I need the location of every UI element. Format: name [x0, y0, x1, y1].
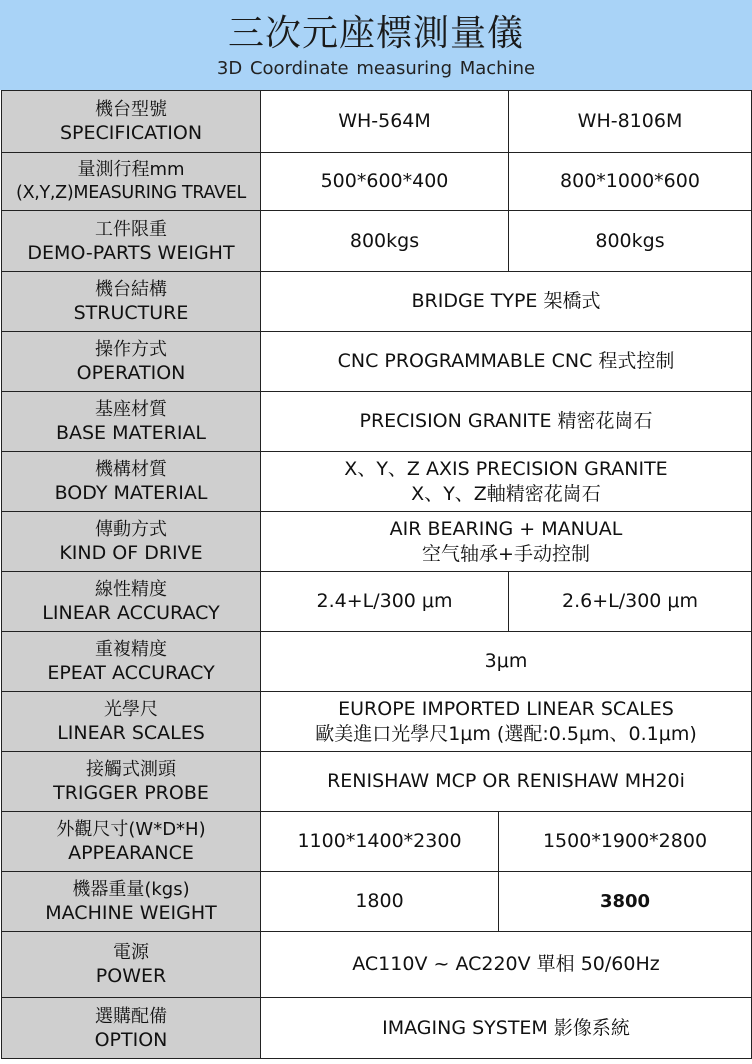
- value-line-1: EUROPE IMPORTED LINEAR SCALES: [338, 697, 674, 720]
- value-shared: IMAGING SYSTEM 影像系統: [261, 998, 752, 1059]
- value-line-1: AIR BEARING + MANUAL: [389, 517, 623, 540]
- row-label-kind-of-drive: [2, 512, 261, 572]
- label-cn: 接觸式測頭: [86, 759, 176, 780]
- value-line-2: 歐美進口光學尺1μm (選配:0.5μm、0.1μm): [315, 722, 697, 745]
- spec-row-power: [2, 932, 752, 998]
- label-cn: 機台型號: [95, 99, 167, 120]
- page-subtitle: 3D Coordinate measuring Machine: [216, 58, 536, 79]
- label-en: DEMO-PARTS WEIGHT: [27, 241, 235, 264]
- value-line-2: 空气轴承+手动控制: [422, 542, 590, 565]
- page-header: [0, 0, 752, 90]
- label-en: LINEAR SCALES: [57, 722, 205, 744]
- row-label-trigger-probe: [2, 752, 261, 812]
- spec-row-operation: [2, 332, 752, 392]
- value-wh8106m: 800*1000*600: [509, 153, 752, 211]
- row-label-operation: [2, 332, 261, 392]
- label-en: OPTION: [94, 1028, 168, 1051]
- label-en: LINEAR ACCURACY: [42, 602, 220, 624]
- row-label-measuring-travel: [2, 153, 261, 211]
- label-cn: 外觀尺寸(W*D*H): [56, 819, 206, 840]
- value-shared: BRIDGE TYPE 架橋式: [261, 272, 752, 332]
- label-cn: 選購配備: [95, 1005, 167, 1027]
- row-label-parts-weight: [2, 211, 261, 272]
- value-wh564m: 1100*1400*2300: [261, 812, 499, 872]
- label-en: (X,Y,Z)MEASURING TRAVEL: [16, 183, 246, 203]
- label-cn: 機構材質: [95, 459, 167, 480]
- label-en: APPEARANCE: [68, 842, 194, 864]
- label-cn: 線性精度: [95, 579, 167, 600]
- spec-row-linear-accuracy: [2, 572, 752, 632]
- value-line-2: X、Y、Z軸精密花崗石: [411, 482, 601, 505]
- label-en: POWER: [95, 965, 167, 987]
- value-wh8106m: 3800: [499, 872, 752, 932]
- value-shared: [261, 692, 752, 752]
- value-wh564m: WH-564M: [261, 91, 509, 153]
- value-shared: CNC PROGRAMMABLE CNC 程式控制: [261, 332, 752, 392]
- label-en: BASE MATERIAL: [55, 422, 207, 444]
- label-cn: 重複精度: [95, 639, 167, 660]
- spec-table: [1, 90, 752, 1059]
- spec-row-body-material: [2, 452, 752, 512]
- spec-row-machine-weight: [2, 872, 752, 932]
- row-label-repeat-accuracy: [2, 632, 261, 692]
- value-line-1: X、Y、Z AXIS PRECISION GRANITE: [344, 457, 668, 480]
- label-en: BODY MATERIAL: [54, 482, 208, 504]
- row-label-linear-scales: [2, 692, 261, 752]
- value-shared: RENISHAW MCP OR RENISHAW MH20i: [261, 752, 752, 812]
- value-wh564m: 800kgs: [261, 211, 509, 272]
- page-title: 三次元座標測量儀: [227, 13, 524, 54]
- label-cn: 基座材質: [95, 399, 167, 420]
- value-wh564m: 500*600*400: [261, 153, 509, 211]
- value-wh8106m: WH-8106M: [509, 91, 752, 153]
- row-label-specification: [2, 91, 261, 153]
- value-shared: PRECISION GRANITE 精密花崗石: [261, 392, 752, 452]
- label-en: MACHINE WEIGHT: [45, 902, 217, 924]
- value-shared: [261, 452, 752, 512]
- value-shared: [261, 512, 752, 572]
- row-label-structure: [2, 272, 261, 332]
- row-label-machine-weight: [2, 872, 261, 932]
- spec-row-kind-of-drive: [2, 512, 752, 572]
- label-cn: 傳動方式: [95, 519, 167, 540]
- row-label-base-material: [2, 392, 261, 452]
- label-cn: 光學尺: [104, 699, 158, 720]
- row-label-body-material: [2, 452, 261, 512]
- spec-row-parts-weight: [2, 211, 752, 272]
- value-wh564m: 2.4+L/300 μm: [261, 572, 509, 632]
- row-label-option: [2, 998, 261, 1059]
- label-en: OPERATION: [76, 362, 186, 384]
- label-en: EPEAT ACCURACY: [47, 662, 215, 684]
- label-cn: 操作方式: [95, 339, 167, 360]
- label-cn: 機台結構: [95, 279, 167, 300]
- label-cn: 工件限重: [95, 218, 167, 240]
- spec-row-appearance: [2, 812, 752, 872]
- row-label-linear-accuracy: [2, 572, 261, 632]
- label-cn: 機器重量(kgs): [72, 879, 190, 900]
- spec-row-repeat-accuracy: [2, 632, 752, 692]
- label-en: TRIGGER PROBE: [53, 782, 209, 804]
- spec-row-trigger-probe: [2, 752, 752, 812]
- label-en: SPECIFICATION: [59, 122, 203, 144]
- spec-row-option: [2, 998, 752, 1059]
- value-wh8106m: 800kgs: [509, 211, 752, 272]
- value-shared: AC110V ~ AC220V 單相 50/60Hz: [261, 932, 752, 998]
- value-wh8106m: 2.6+L/300 μm: [509, 572, 752, 632]
- spec-row-measuring-travel: [2, 153, 752, 211]
- value-shared: 3μm: [261, 632, 752, 692]
- spec-row-base-material: [2, 392, 752, 452]
- row-label-appearance: [2, 812, 261, 872]
- label-cn: 電源: [113, 942, 149, 963]
- spec-row-specification: [2, 91, 752, 153]
- label-en: KIND OF DRIVE: [59, 542, 203, 564]
- label-en: STRUCTURE: [73, 302, 189, 324]
- row-label-power: [2, 932, 261, 998]
- spec-row-linear-scales: [2, 692, 752, 752]
- value-wh8106m: 1500*1900*2800: [499, 812, 752, 872]
- label-cn: 量測行程mm: [77, 159, 185, 180]
- spec-row-structure: [2, 272, 752, 332]
- value-wh564m: 1800: [261, 872, 499, 932]
